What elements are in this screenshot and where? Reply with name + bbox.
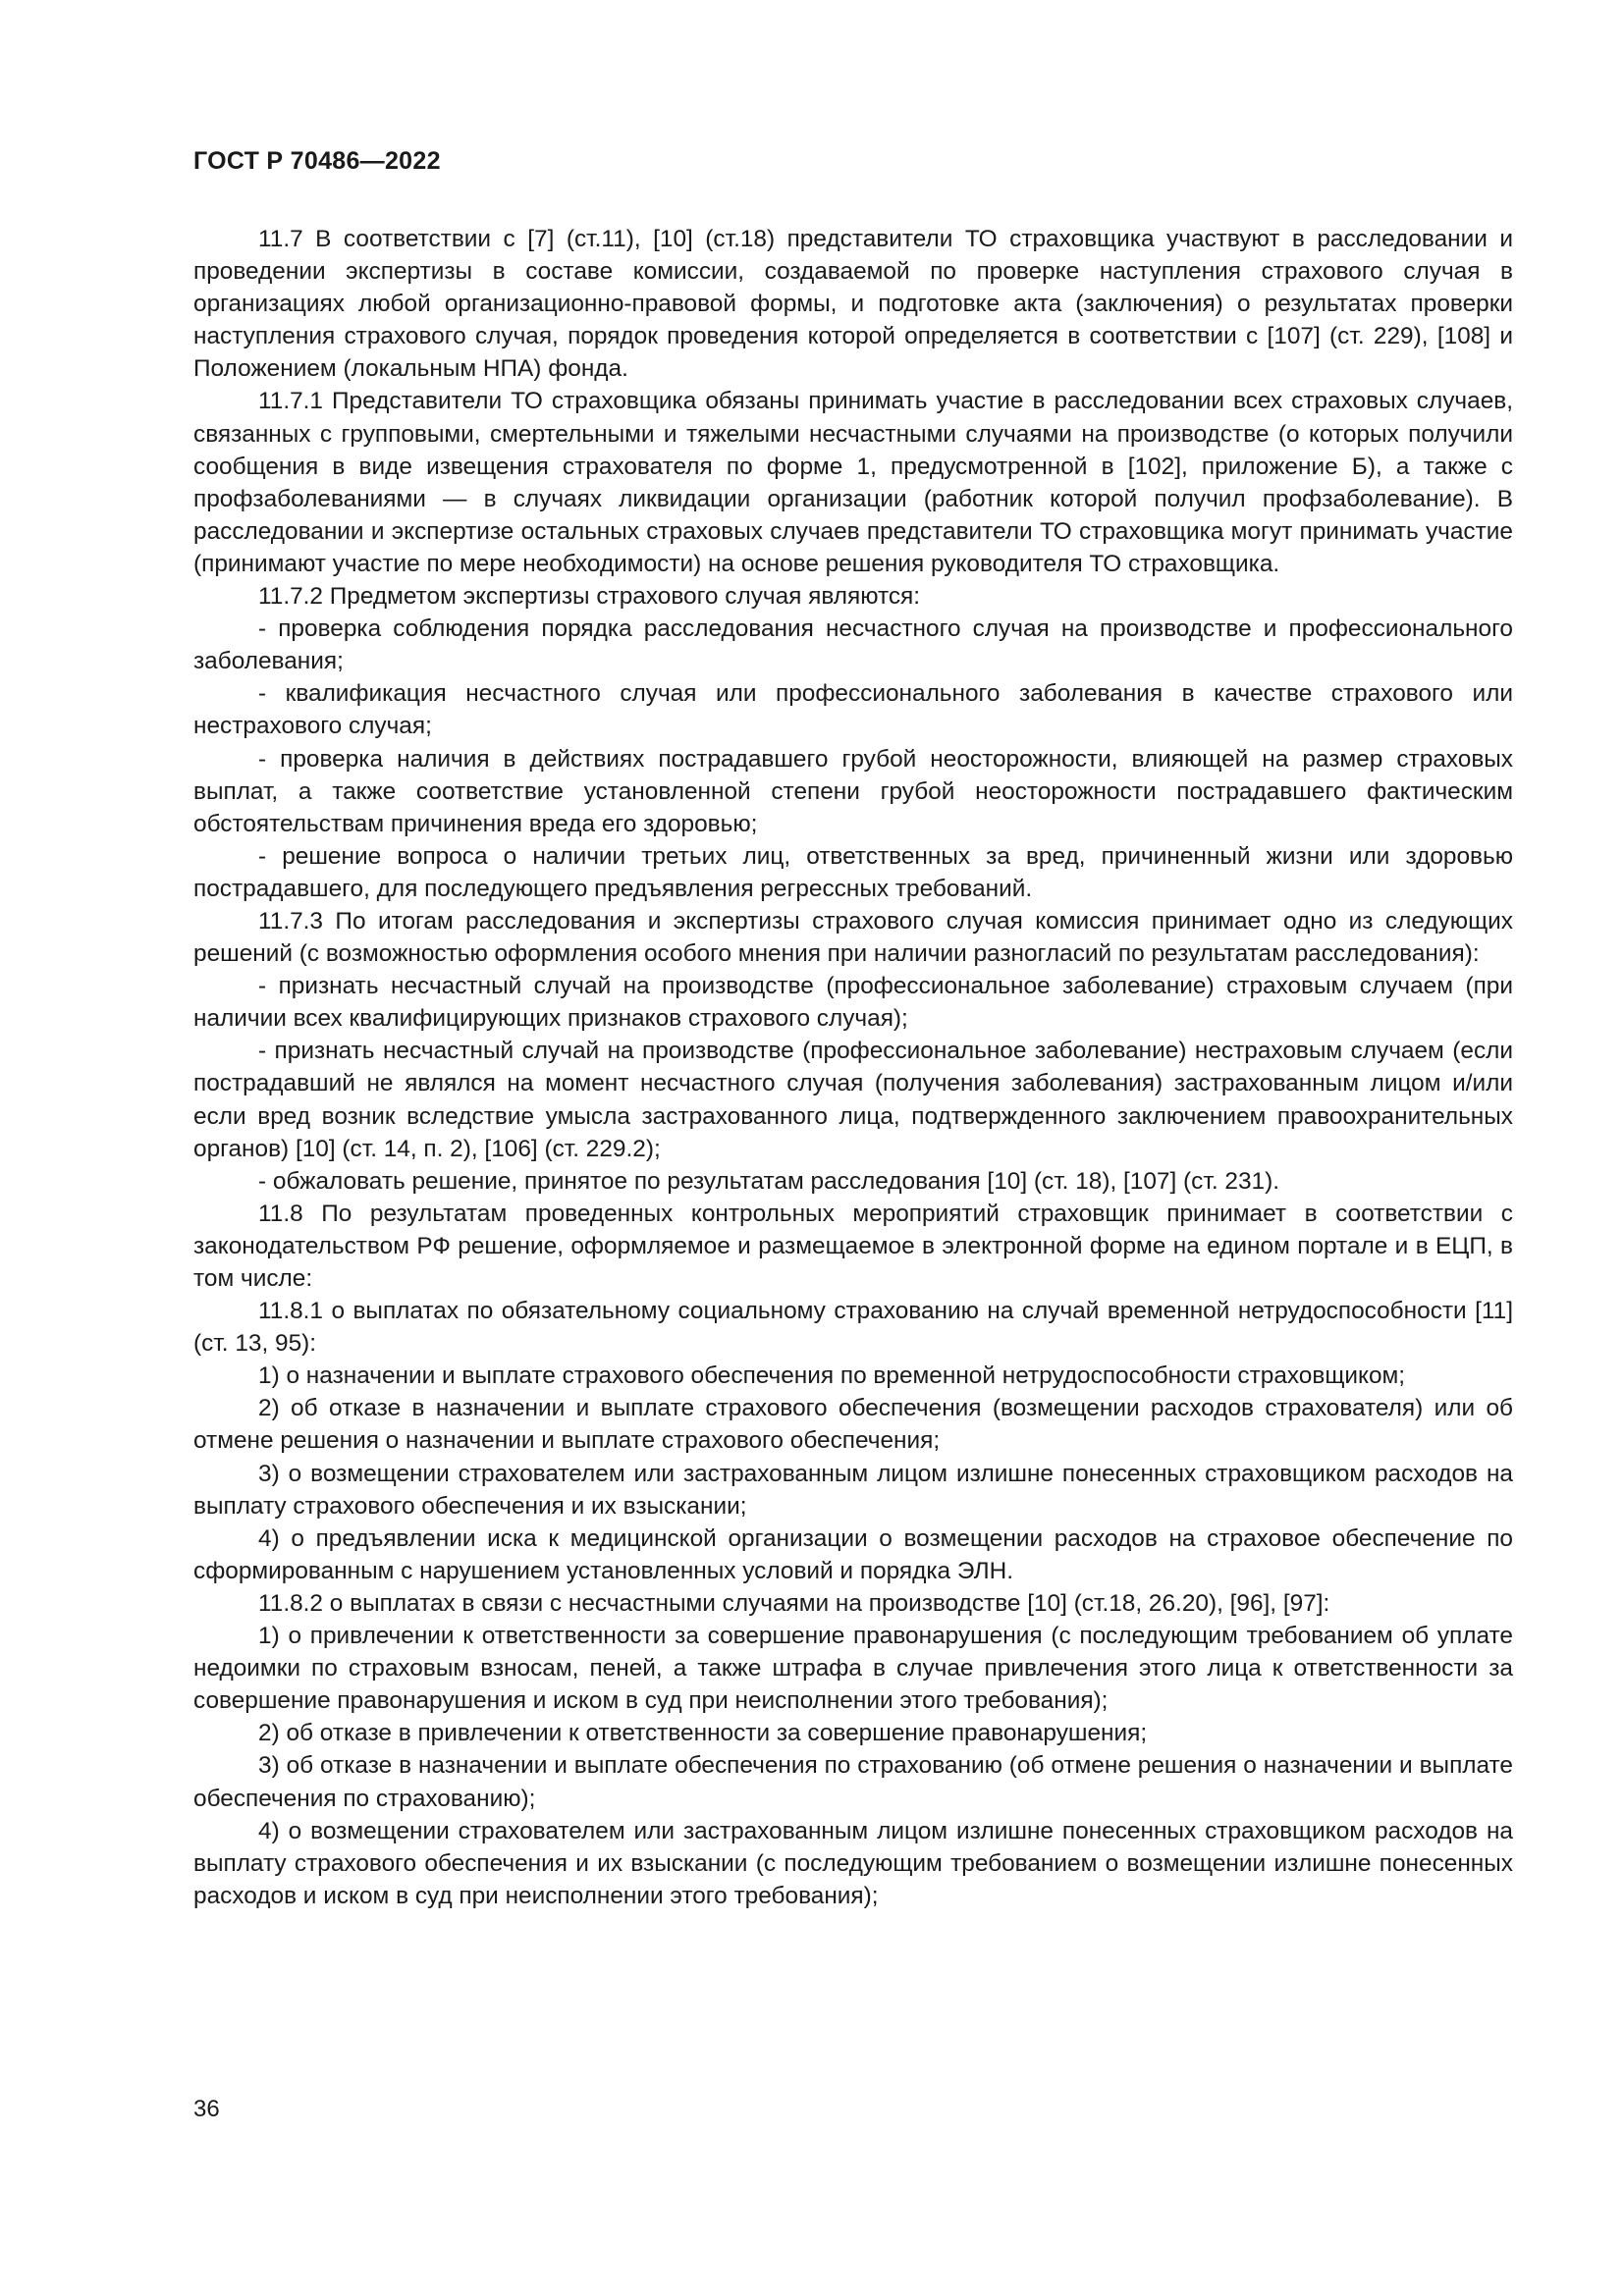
paragraph-11-7-2: 11.7.2 Предметом экспертизы страхового случая являются: xyxy=(258,583,921,611)
list-item: - признать несчастный случай на производстве (профессиональное заболевание) нестраховым случаем (если пострадавший не являлся на момент несчастного случая (получения заболевания) застрахованным лицом и/или если вред возник вследствие умысла застрахованного лица, подтвержденного заключением правоохранительных органов) [10] (ст. 14, п. 2), [106] (ст. 229.2); xyxy=(193,1038,1513,1162)
document-body xyxy=(193,223,1513,1912)
list-item: - проверка наличия в действиях пострадавшего грубой неосторожности, влияющей на размер страховых выплат, а также соответствие установленной степени грубой неосторожности пострадавшего фактическим обстоятельствам причинения вреда его здоровью; xyxy=(193,745,1513,837)
list-item: - квалификация несчастного случая или профессионального заболевания в качестве страхового или нестрахового случая; xyxy=(193,680,1513,740)
paragraph-11-7-1: 11.7.1 Представители ТО страховщика обязаны принимать участие в расследовании всех страховых случаев, связанных с групповыми, смертельными и тяжелыми несчастными случаями на производстве (о которых получили сообщения в виде извещения страхователя по форме 1, предусмотренной в [102], приложение Б), а также с профзаболеваниями — в случаях ликвидации организации (работник которой получил профзаболевание). В расследовании и экспертизе остальных страховых случаев представители ТО страховщика могут принимать участие (принимают участие по мере необходимости) на основе решения руководителя ТО страховщика. xyxy=(193,388,1513,577)
list-item: 2) об отказе в назначении и выплате страхового обеспечения (возмещении расходов страхователя) или об отмене решения о назначении и выплате страхового обеспечения; xyxy=(193,1395,1513,1455)
list-item: 4) о возмещении страхователем или застрахованным лицом излишне понесенных страховщиком расходов на выплату страхового обеспечения и их взыскании (с последующим требованием о возмещении излишне понесенных расходов и иском в суд при неисполнении этого требования); xyxy=(193,1817,1513,1909)
paragraph-11-8-1: 11.8.1 о выплатах по обязательному социальному страхованию на случай временной нетрудоспособности [11] (ст. 13, 95): xyxy=(193,1298,1513,1358)
list-item: 3) об отказе в назначении и выплате обеспечения по страхованию (об отмене решения о назначении и выплате обеспечения по страхованию); xyxy=(193,1752,1513,1812)
list-item: 2) об отказе в привлечении к ответственности за совершение правонарушения; xyxy=(258,1720,1148,1747)
list-item: 1) о назначении и выплате страхового обеспечения по временной нетрудоспособности страховщиком; xyxy=(258,1362,1406,1390)
list-item: - решение вопроса о наличии третьих лиц, ответственных за вред, причиненный жизни или здоровью пострадавшего, для последующего предъявления регрессных требований. xyxy=(193,842,1513,902)
list-item: 3) о возмещении страхователем или застрахованным лицом излишне понесенных страховщиком расходов на выплату страхового обеспечения и их взыскании; xyxy=(193,1460,1513,1520)
paragraph-11-8-2: 11.8.2 о выплатах в связи с несчастными случаями на производстве [10] (ст.18, 26.20), [96], [97]: xyxy=(258,1589,1330,1617)
paragraph-11-8: 11.8 По результатам проведенных контрольных мероприятий страховщик принимает в соответствии с законодательством РФ решение, оформляемое и размещаемое в электронной форме на едином портале и в ЕЦП, в том числе: xyxy=(193,1200,1513,1292)
paragraph-11-7: 11.7 В соответствии с [7] (ст.11), [10] (ст.18) представители ТО страховщика участвуют в расследовании и проведении экспертизы в составе комиссии, создаваемой по проверке наступления страхового случая в организациях любой организационно-правовой формы, и подготовке акта (заключения) о результатах проверки наступления страхового случая, порядок проведения которой определяется в соответствии с [107] (ст. 229), [108] и Положением (локальным НПА) фонда. xyxy=(193,226,1513,383)
list-item: 4) о предъявлении иска к медицинской организации о возмещении расходов на страховое обеспечение по сформированным с нарушением установленных условий и порядка ЭЛН. xyxy=(193,1524,1513,1584)
list-item: - проверка соблюдения порядка расследования несчастного случая на производстве и профессионального заболевания; xyxy=(193,615,1513,675)
page-number: 36 xyxy=(193,2096,220,2122)
document-header: ГОСТ Р 70486—2022 xyxy=(193,147,441,175)
list-item: - обжаловать решение, принятое по результатам расследования [10] (ст. 18), [107] (ст. 231). xyxy=(258,1167,1279,1195)
list-item: 1) о привлечении к ответственности за совершение правонарушения (с последующим требованием об уплате недоимки по страховым взносам, пеней, а также штрафа в случае привлечения этого лица к ответственности за совершение правонарушения и иском в суд при неисполнении этого требования); xyxy=(193,1623,1513,1715)
paragraph-11-7-3: 11.7.3 По итогам расследования и экспертизы страхового случая комиссия принимает одно из следующих решений (с возможностью оформления особого мнения при наличии разногласий по результатам расследования): xyxy=(193,907,1513,968)
list-item: - признать несчастный случай на производстве (профессиональное заболевание) страховым случаем (при наличии всех квалифицирующих признаков страхового случая); xyxy=(193,973,1513,1033)
